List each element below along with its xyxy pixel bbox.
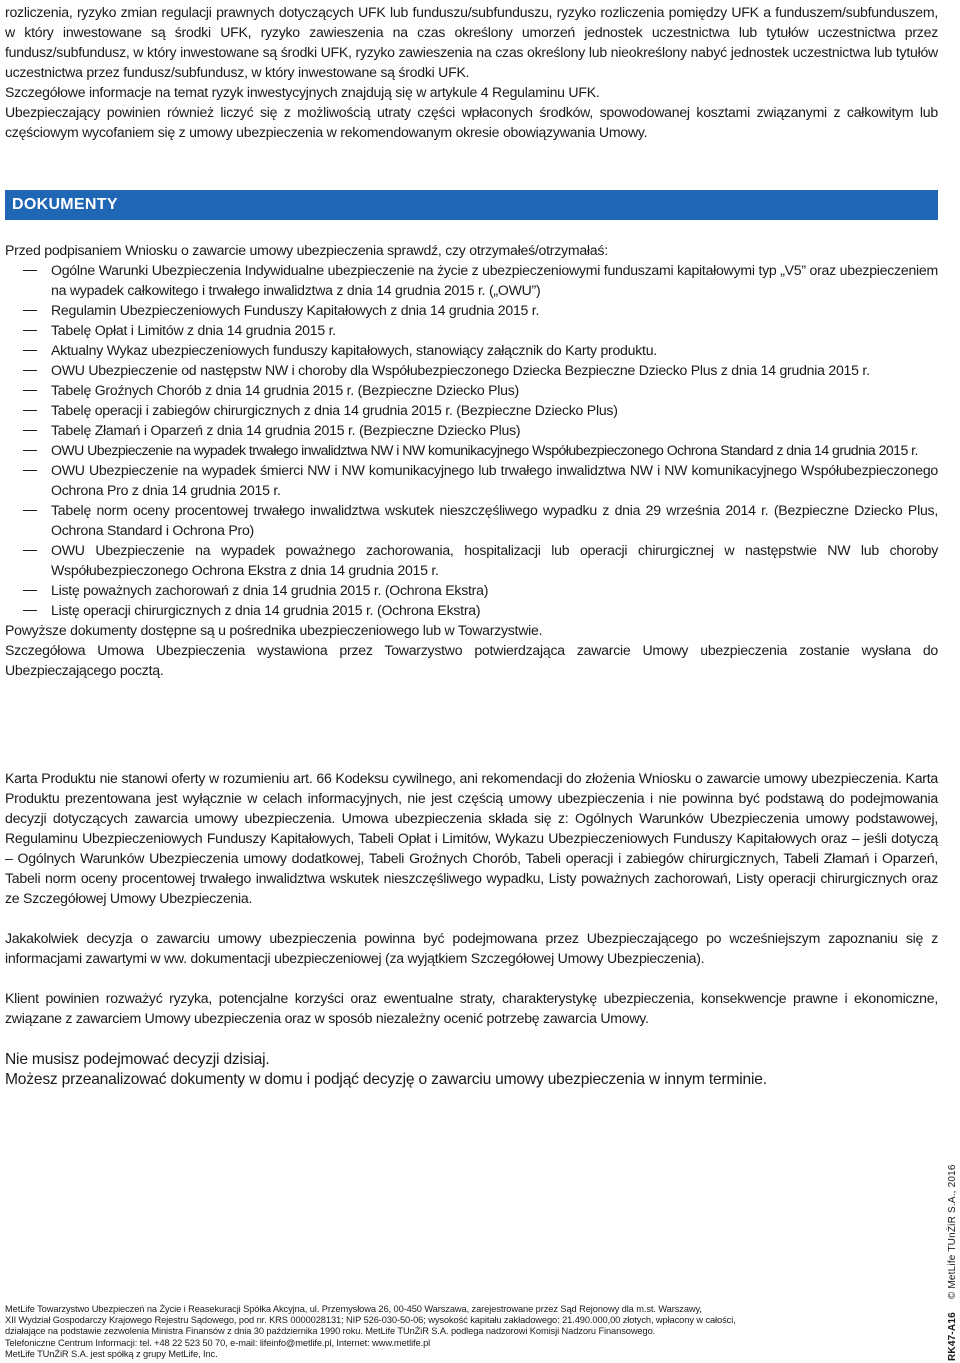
list-item-text: OWU Ubezpieczenie na wypadek poważnego zachorowania, hospitalizacji lub operacji chirurgicznej w następstwie NW lub choroby Współubezpieczonego Ochrona Ekstra z dnia 14 grudnia 2015 r. (51, 542, 938, 578)
dash-bullet (23, 370, 37, 371)
no-rush-note (5, 1050, 938, 1090)
list-item (5, 360, 938, 380)
no-rush-line-1: Nie musisz podejmować decyzji dzisiaj. (5, 1051, 270, 1068)
disclaimer-paragraph: Karta Produktu nie stanowi oferty w rozumieniu art. 66 Kodeksu cywilnego, ani rekomendacji do złożenia Wniosku o zawarcie umowy ubezpieczenia. Karta Produktu prezentowana jest wyłącznie w celach informacyjnych, nie jest częścią umowy ubezpieczenia i nie powinna być podstawą do podejmowania decyzji dotyczących zawarcia umowy ubezpieczenia. Umowa ubezpieczenia składa się z: Ogólnych Warunków Ubezpieczenia umowy podstawowej, Regulaminu Ubezpieczeniowych Funduszy Kapitałowych, Tabeli Opłat i Limitów, Wykazu Ubezpieczeniowych Funduszy Kapitałowych oraz – jeśli dotyczą – Ogólnych Warunków Ubezpieczenia umowy dodatkowej, Tabeli Groźnych Chorób, Tabeli operacji i zabiegów chirurgicznych, Tabeli Złamań i Oparzeń, Tabeli norm oceny procentowej trwałego inwalidztwa wskutek nieszczęśliwego wypadku, Listy poważnych zachorowań, Listy operacji chirurgicznych oraz ze Szczegółowej Umowy Ubezpieczenia. (5, 770, 938, 906)
dash-bullet (23, 470, 37, 471)
list-item-text: Regulamin Ubezpieczeniowych Funduszy Kapitałowych z dnia 14 grudnia 2015 r. (51, 302, 540, 318)
dash-bullet (23, 270, 37, 271)
list-item (5, 500, 938, 540)
list-item (5, 580, 938, 600)
risk-consideration-paragraph: Klient powinien rozważyć ryzyka, potencjalne korzyści oraz ewentualne straty, charakterystykę ubezpieczenia, konsekwencje prawne i ekonomiczne, związane z zawarciem Umowy ubezpieczenia oraz w sposób niezależny ocenić potrzebę zawarcia Umowy. (5, 990, 938, 1026)
footer-line: XII Wydział Gospodarczy Krajowego Rejestru Sądowego, pod nr. KRS 0000028131; NIP 526-030-50-06; wysokość kapitału zakładowego: 21.490.000,00 złotych, wpłacony w całości, (5, 1315, 736, 1326)
form-code: RK47-A16 (947, 1312, 958, 1361)
list-item (5, 300, 938, 320)
document-code (947, 1164, 959, 1361)
list-item (5, 600, 938, 620)
list-item (5, 320, 938, 340)
footer-line: Telefoniczne Centrum Informacji: tel. +48 22 523 50 70, e-mail: lifeinfo@metlife.pl, Internet: www.metlife.pl (5, 1337, 431, 1348)
footer-line: MetLife Towarzystwo Ubezpieczeń na Życie i Reasekuracji Spółka Akcyjna, ul. Przemysłowa 26, 00-450 Warszawa, zarejestrowane przez Sąd Rejonowy dla m.st. Warszawy, (5, 1304, 702, 1314)
dash-bullet (23, 450, 37, 451)
dash-bullet (23, 430, 37, 431)
list-item (5, 460, 938, 500)
footer-line: działające na podstawie zezwolenia Ministra Finansów z dnia 30 października 1990 roku. MetLife TUnŻiR S.A. podlega nadzorowi Komisji Nadzoru Finansowego. (5, 1326, 656, 1337)
dash-bullet (23, 330, 37, 331)
list-item-text: OWU Ubezpieczenie na wypadek trwałego inwalidztwa NW i NW komunikacyjnego Współubezpieczonego Ochrona Standard z dnia 14 grudnia 2015 r. (51, 442, 918, 458)
copyright-notice: © MetLife TUnŻiR S.A., 2016 (947, 1164, 958, 1300)
list-item (5, 440, 938, 460)
list-item-text: Ogólne Warunki Ubezpieczenia Indywidualne ubezpieczenie na życie z ubezpieczeniowymi funduszami kapitałowymi typ „V5” oraz ubezpieczeniem na wypadek całkowitego i trwałego inwalidztwa z dnia 14 grudnia 2015 r. („OWU”) (51, 262, 938, 298)
withdrawal-paragraph: Ubezpieczający powinien również liczyć się z możliwością utraty części wpłaconych środków, spowodowanej kosztami związanymi z całkowitym lub częściowym wycofaniem się z umowy ubezpieczenia w rekomendowanym okresie obowiązywania Umowy. (5, 104, 938, 140)
intro-section (5, 0, 938, 142)
disclaimer-section (5, 768, 938, 1090)
list-item-text: OWU Ubezpieczenie od następstw NW i choroby dla Współubezpieczonego Dziecka Bezpieczne Dziecko Plus z dnia 14 grudnia 2015 r. (51, 362, 870, 378)
document-page (5, 0, 938, 1090)
list-item-text: Tabelę Opłat i Limitów z dnia 14 grudnia 2015 r. (51, 322, 336, 338)
contract-delivery-note: Szczegółowa Umowa Ubezpieczenia wystawiona przez Towarzystwo potwierdzająca zawarcie Umowy ubezpieczenia zostanie wysłana do Ubezpieczającego pocztą. (5, 642, 938, 678)
decision-paragraph: Jakakolwiek decyzja o zawarciu umowy ubezpieczenia powinna być podejmowana przez Ubezpieczającego po wcześniejszym zapoznaniu się z informacjami zawartymi w ww. dokumentacji ubezpieczeniowej (za wyjątkiem Szczegółowej Umowy Ubezpieczenia). (5, 930, 938, 966)
documents-lead: Przed podpisaniem Wniosku o zawarcie umowy ubezpieczenia sprawdź, czy otrzymałeś/otrzymałaś: (5, 242, 608, 258)
list-item (5, 340, 938, 360)
dash-bullet (23, 350, 37, 351)
no-rush-line-2: Możesz przeanalizować dokumenty w domu i podjąć decyzję o zawarciu umowy ubezpieczenia w innym terminie. (5, 1071, 767, 1088)
dash-bullet (23, 610, 37, 611)
footer-line: MetLife TUnŻiR S.A. jest spółką z grupy MetLife, Inc. (5, 1348, 218, 1359)
dash-bullet (23, 410, 37, 411)
dash-bullet (23, 550, 37, 551)
list-item-text: Tabelę norm oceny procentowej trwałego inwalidztwa wskutek nieszczęśliwego wypadku z dnia 29 września 2014 r. (Bezpieczne Dziecko Plus, Ochrona Standard i Ochrona Pro) (51, 502, 938, 538)
list-item-text: Tabelę Groźnych Chorób z dnia 14 grudnia 2015 r. (Bezpieczne Dziecko Plus) (51, 382, 520, 398)
list-item-text: Tabelę operacji i zabiegów chirurgicznych z dnia 14 grudnia 2015 r. (Bezpieczne Dziecko Plus) (51, 402, 618, 418)
dash-bullet (23, 510, 37, 511)
list-item-text: Listę operacji chirurgicznych z dnia 14 grudnia 2015 r. (Ochrona Ekstra) (51, 602, 481, 618)
list-item (5, 380, 938, 400)
list-item (5, 540, 938, 580)
dash-bullet (23, 310, 37, 311)
list-item-text: OWU Ubezpieczenie na wypadek śmierci NW i NW komunikacyjnego lub trwałego inwalidztwa NW i NW komunikacyjnego Współubezpieczonego Ochrona Pro z dnia 14 grudnia 2015 r. (51, 462, 938, 498)
list-item (5, 420, 938, 440)
documents-availability: Powyższe dokumenty dostępne są u pośrednika ubezpieczeniowego lub w Towarzystwie. (5, 622, 543, 638)
documents-heading: DOKUMENTY (5, 190, 938, 220)
risk-info-paragraph: Szczegółowe informacje na temat ryzyk inwestycyjnych znajdują się w artykule 4 Regulaminu UFK. (5, 84, 600, 100)
list-item-text: Aktualny Wykaz ubezpieczeniowych funduszy kapitałowych, stanowiący załącznik do Karty produktu. (51, 342, 657, 358)
list-item (5, 260, 938, 300)
list-item-text: Tabelę Złamań i Oparzeń z dnia 14 grudnia 2015 r. (Bezpieczne Dziecko Plus) (51, 422, 521, 438)
list-item (5, 400, 938, 420)
list-item-text: Listę poważnych zachorowań z dnia 14 grudnia 2015 r. (Ochrona Ekstra) (51, 582, 489, 598)
documents-list (5, 260, 938, 620)
dash-bullet (23, 590, 37, 591)
dash-bullet (23, 390, 37, 391)
risk-paragraph: rozliczenia, ryzyko zmian regulacji prawnych dotyczących UFK lub funduszu/subfunduszu, ryzyko rozliczenia pomiędzy UFK a funduszem/subfunduszem, w który inwestowane są środki UFK, ryzyko zawieszenia na czas określony umorzeń jednostek uczestnictwa lub tytułów uczestnictwa przez fundusz/subfundusz, w który inwestowane są środki UFK, ryzyko zawieszenia na czas określony lub nieokreślony nabyć jednostek uczestnictwa lub tytułów uczestnictwa przez fundusz/subfundusz, w który inwestowane są środki UFK. (5, 4, 938, 80)
company-footer (5, 1304, 885, 1360)
